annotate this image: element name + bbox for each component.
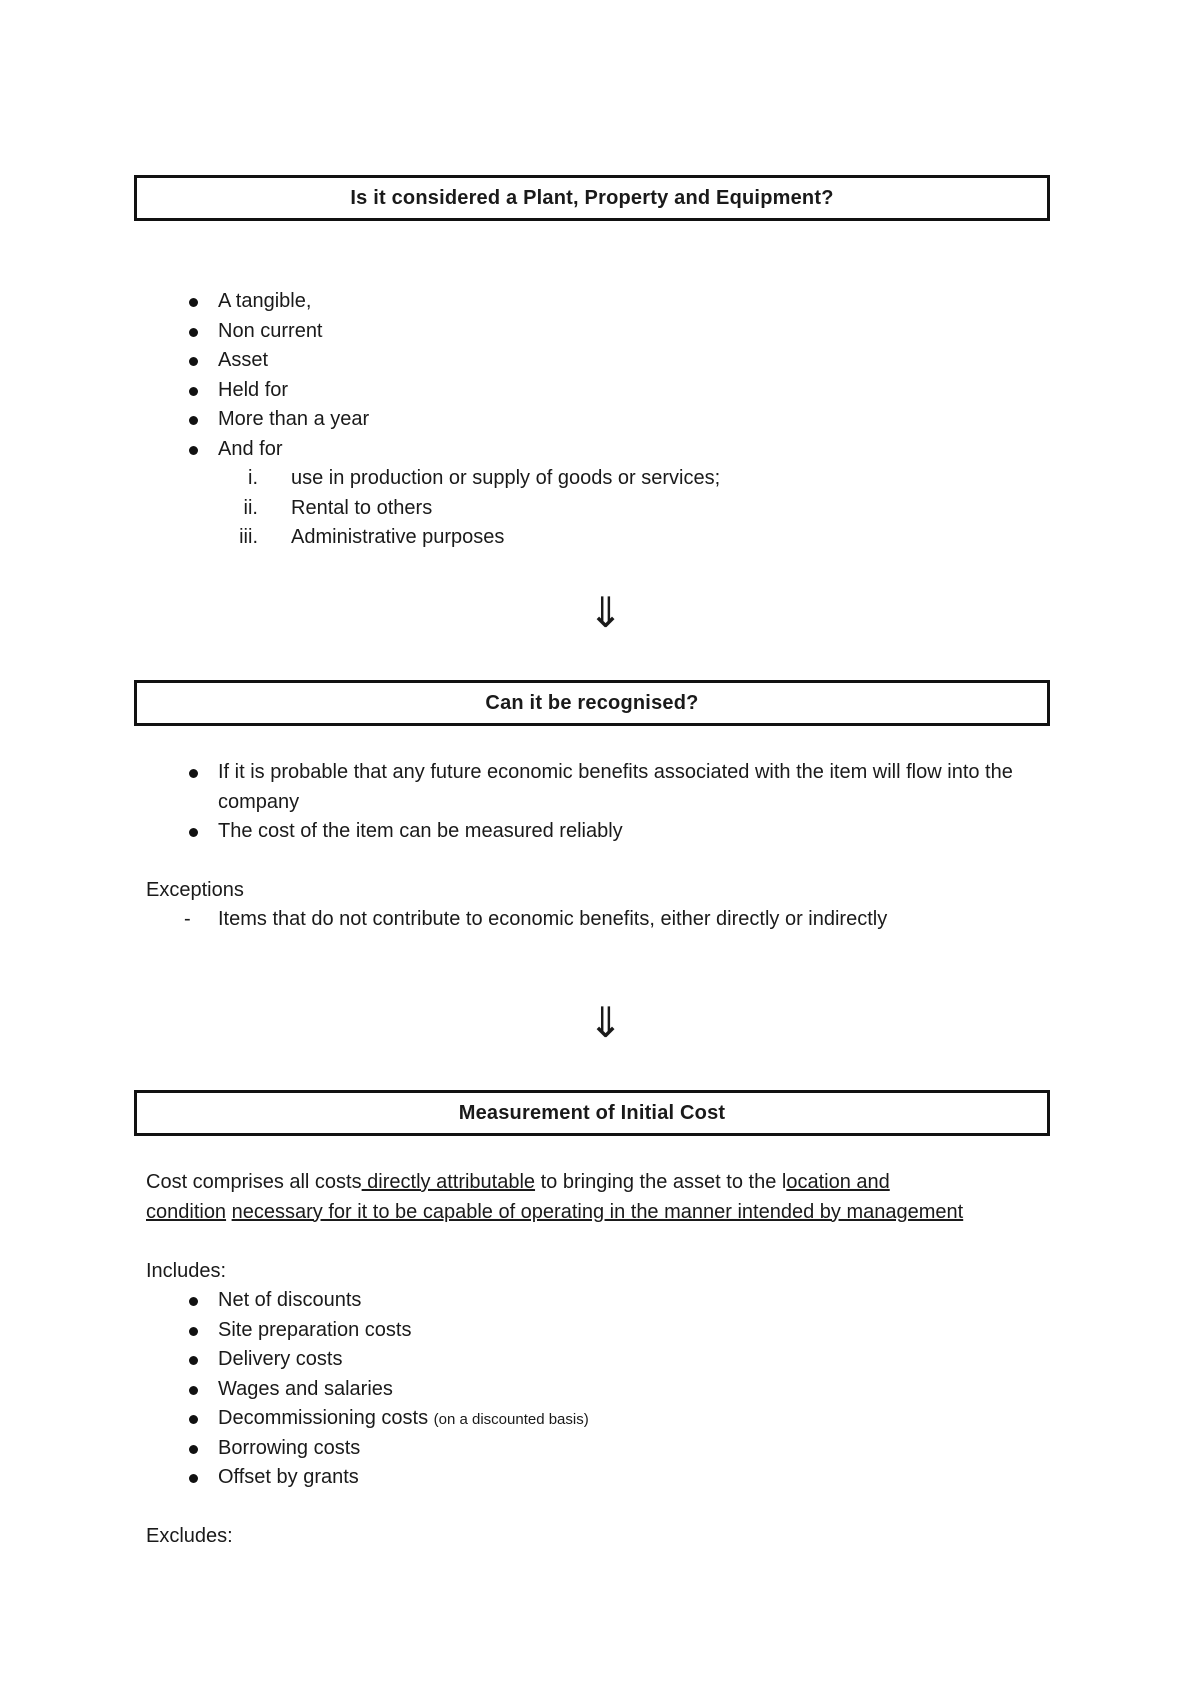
ppe-criteria-list [134, 287, 369, 464]
cost-definition-line1 [146, 1168, 890, 1198]
list-item-text: Decommissioning costs [218, 1407, 429, 1429]
cost-text-underlined: ocation and [786, 1171, 890, 1193]
list-item-text: use in production or supply of goods or services; [291, 467, 721, 489]
list-number: i. [248, 467, 258, 489]
list-item: A tangible, [134, 287, 369, 317]
list-item: Asset [134, 346, 369, 376]
list-item: - Items that do not contribute to economic benefits, either directly or indirectly [134, 905, 887, 935]
section-title-recognition [134, 680, 1050, 726]
cost-definition-line2 [146, 1198, 963, 1228]
cost-text-part: Cost comprises all costs [146, 1171, 362, 1193]
list-item: The cost of the item can be measured reliably [134, 817, 1048, 847]
list-item: Borrowing costs [134, 1434, 589, 1464]
list-number: iii. [239, 526, 258, 548]
list-item: Held for [134, 376, 369, 406]
list-item [226, 464, 720, 494]
cost-text-underlined: necessary for it to be capable of operating in the manner intended by management [231, 1200, 964, 1223]
list-item: If it is probable that any future economic benefits associated with the item will flow into the company [134, 758, 1048, 817]
ppe-purpose-list [226, 464, 720, 553]
list-item: Wages and salaries [134, 1375, 589, 1405]
list-item [134, 1404, 589, 1434]
list-item-note: (on a discounted basis) [433, 1411, 589, 1428]
excludes-label: Excludes: [146, 1525, 233, 1547]
section-title-measurement-text: Measurement of Initial Cost [458, 1101, 726, 1124]
list-item-text: Administrative purposes [291, 526, 505, 548]
includes-list [134, 1286, 589, 1493]
list-item: Net of discounts [134, 1286, 589, 1316]
section-title-ppe-text: Is it considered a Plant, Property and Equipment? [350, 186, 834, 209]
section-title-measurement [134, 1090, 1050, 1136]
cost-text-part: to bringing the asset to the l [535, 1171, 787, 1193]
list-item [226, 523, 720, 553]
list-item [226, 494, 720, 524]
exceptions-list [134, 905, 887, 935]
cost-text-underlined: directly attributable [361, 1171, 536, 1193]
section-title-ppe [134, 175, 1050, 221]
cost-text-underlined: condition [146, 1200, 227, 1223]
list-item-text: Rental to others [291, 496, 433, 519]
list-item: Offset by grants [134, 1463, 589, 1493]
includes-label: Includes: [146, 1260, 227, 1282]
recognition-criteria-list [134, 758, 1048, 847]
exceptions-label: Exceptions [146, 879, 244, 901]
down-arrow-icon: ⇓ [588, 588, 624, 637]
list-number: ii. [243, 496, 258, 519]
list-item: Non current [134, 317, 369, 347]
list-item: Site preparation costs [134, 1316, 589, 1346]
list-item: More than a year [134, 405, 369, 435]
list-item: And for [134, 435, 369, 465]
down-arrow-icon: ⇓ [588, 998, 624, 1047]
section-title-recognition-text: Can it be recognised? [485, 691, 699, 714]
list-item: Delivery costs [134, 1345, 589, 1375]
